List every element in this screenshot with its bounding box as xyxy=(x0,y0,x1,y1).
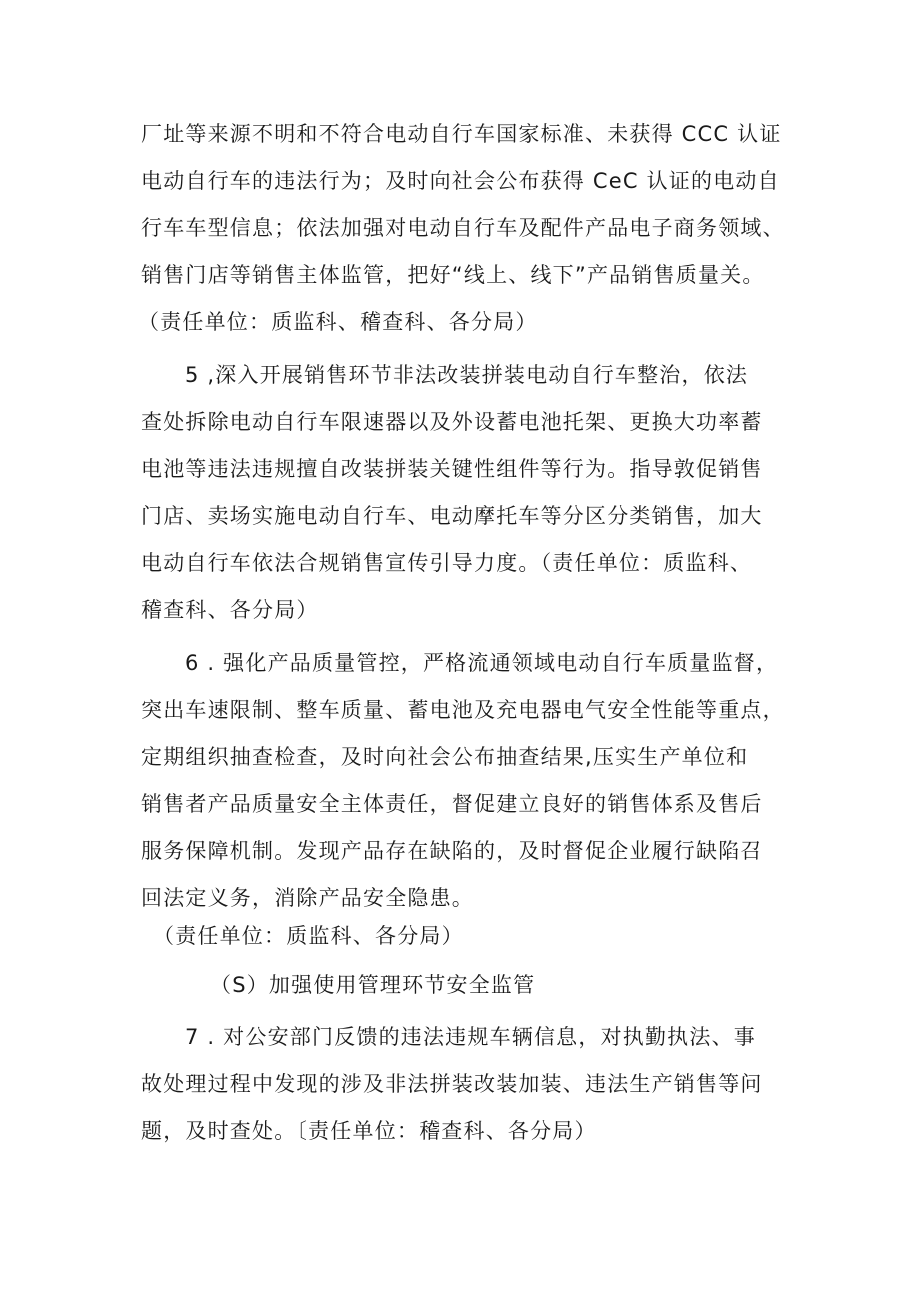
text-line: 厂址等来源不明和不符合电动自行车国家标准、未获得 CCC 认证 xyxy=(141,122,782,146)
section-heading: （S）加强使用管理环节安全监管 xyxy=(210,973,536,997)
text-line: 题，及时查处。〔责任单位：稽查科、各分局） xyxy=(141,1119,597,1143)
text-line: 回法定义务，消除产品安全隐患。 xyxy=(141,886,474,910)
text-line: 门店、卖场实施电动自行车、电动摩托车等分区分类销售，加大 xyxy=(141,504,763,528)
text-line: 定期组织抽查检查，及时向社会公布抽查结果,压实生产单位和 xyxy=(141,745,749,769)
text-line: 服务保障机制。发现产品存在缺陷的，及时督促企业履行缺陷召 xyxy=(141,839,763,863)
text-line: 电池等违法违规擅自改装拼装关键性组件等行为。指导敦促销售 xyxy=(141,457,763,481)
item-7-heading-line: 7 . 对公安部门反馈的违法违规车辆信息，对执勤执法、事 xyxy=(185,1025,756,1049)
text-line: 行车车型信息；依法加强对电动自行车及配件产品电子商务领域、 xyxy=(141,216,785,240)
item-5-heading-line: 5 ,深入开展销售环节非法改装拼装电动自行车整治，依法 xyxy=(185,363,749,387)
text-line: 销售者产品质量安全主体责任，督促建立良好的销售体系及售后 xyxy=(141,792,763,816)
responsibility-note: （责任单位：质监科、稽查科、各分局） xyxy=(138,310,538,334)
text-line: 电动自行车的违法行为；及时向社会公布获得 CeC 认证的电动自 xyxy=(141,169,780,193)
responsibility-note: （责任单位：质监科、各分局） xyxy=(153,924,464,948)
text-line: 电动自行车依法合规销售宣传引导力度。（责任单位：质监科、 xyxy=(141,551,753,575)
text-line: 故处理过程中发现的涉及非法拼装改装加装、违法生产销售等问 xyxy=(141,1072,763,1096)
text-line: 突出车速限制、整车质量、蓄电池及充电器电气安全性能等重点， xyxy=(141,698,785,722)
text-line: 稽查科、各分局） xyxy=(141,598,319,622)
text-line: 查处拆除电动自行车限速器以及外设蓄电池托架、更换大功率蓄 xyxy=(141,410,763,434)
text-line: 销售门店等销售主体监管，把好“线上、线下”产品销售质量关。 xyxy=(141,263,765,287)
item-6-heading-line: 6 . 强化产品质量管控，严格流通领域电动自行车质量监督， xyxy=(185,651,779,675)
